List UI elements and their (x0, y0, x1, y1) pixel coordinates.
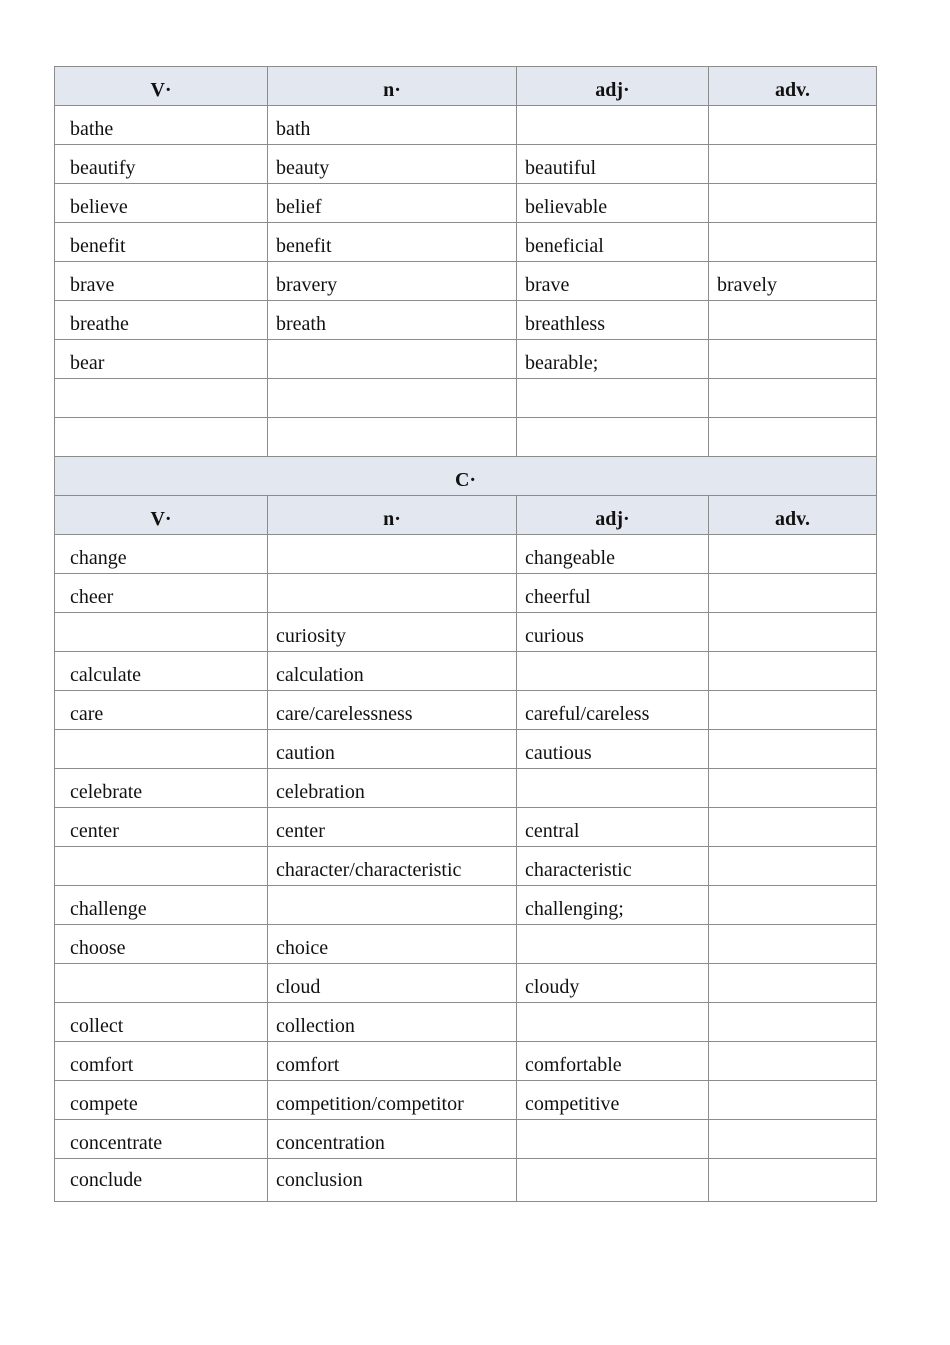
cell-adjective (517, 418, 709, 457)
cell-noun: bath (268, 106, 517, 145)
table-row (55, 925, 877, 964)
table-row (55, 535, 877, 574)
cell-verb: choose (55, 925, 268, 964)
table-row (55, 418, 877, 457)
cell-adjective (517, 652, 709, 691)
cell-adverb (709, 1042, 877, 1081)
cell-adverb (709, 652, 877, 691)
cell-adverb (709, 223, 877, 262)
cell-adverb (709, 613, 877, 652)
cell-adjective (517, 1003, 709, 1042)
cell-verb (55, 613, 268, 652)
cell-adverb (709, 184, 877, 223)
table-row (55, 964, 877, 1003)
table-row (55, 730, 877, 769)
table-row (55, 106, 877, 145)
cell-noun: concentration (268, 1120, 517, 1159)
cell-verb: brave (55, 262, 268, 301)
cell-adverb (709, 886, 877, 925)
cell-noun: conclusion (268, 1159, 517, 1202)
cell-noun: comfort (268, 1042, 517, 1081)
cell-verb: collect (55, 1003, 268, 1042)
table-row (55, 340, 877, 379)
table-row (55, 847, 877, 886)
cell-adjective: cloudy (517, 964, 709, 1003)
word-forms-table-body (55, 67, 877, 1202)
cell-adjective: central (517, 808, 709, 847)
cell-noun: character/characteristic (268, 847, 517, 886)
header-adverb: adv. (709, 496, 877, 535)
header-noun: n· (268, 67, 517, 106)
cell-verb: breathe (55, 301, 268, 340)
cell-adverb (709, 379, 877, 418)
cell-adverb (709, 1120, 877, 1159)
table-row (55, 613, 877, 652)
header-verb: V· (55, 496, 268, 535)
cell-adverb (709, 301, 877, 340)
cell-verb: center (55, 808, 268, 847)
table-row (55, 691, 877, 730)
cell-verb: conclude (55, 1159, 268, 1202)
cell-noun: collection (268, 1003, 517, 1042)
cell-adjective: cautious (517, 730, 709, 769)
cell-adverb (709, 730, 877, 769)
cell-adverb (709, 1081, 877, 1120)
cell-noun: celebration (268, 769, 517, 808)
header-verb: V· (55, 67, 268, 106)
cell-adverb (709, 964, 877, 1003)
cell-adverb (709, 1003, 877, 1042)
cell-adverb (709, 535, 877, 574)
cell-adverb (709, 106, 877, 145)
cell-adjective (517, 379, 709, 418)
cell-noun (268, 574, 517, 613)
cell-adverb (709, 691, 877, 730)
cell-noun (268, 340, 517, 379)
cell-verb (55, 730, 268, 769)
section-title-row (55, 457, 877, 496)
table-row (55, 1120, 877, 1159)
table-row (55, 808, 877, 847)
cell-adjective (517, 1120, 709, 1159)
cell-noun: benefit (268, 223, 517, 262)
cell-noun (268, 535, 517, 574)
table-row (55, 145, 877, 184)
cell-adverb (709, 769, 877, 808)
cell-adjective: characteristic (517, 847, 709, 886)
cell-adjective: competitive (517, 1081, 709, 1120)
word-forms-table (54, 66, 877, 1202)
cell-noun: calculation (268, 652, 517, 691)
cell-noun: beauty (268, 145, 517, 184)
cell-adverb (709, 145, 877, 184)
header-adjective: adj· (517, 496, 709, 535)
cell-adjective: breathless (517, 301, 709, 340)
header-adverb: adv. (709, 67, 877, 106)
cell-adverb (709, 418, 877, 457)
cell-noun (268, 886, 517, 925)
cell-noun: center (268, 808, 517, 847)
table-row (55, 1081, 877, 1120)
table-row (55, 1003, 877, 1042)
header-noun: n· (268, 496, 517, 535)
cell-adjective: curious (517, 613, 709, 652)
cell-noun: bravery (268, 262, 517, 301)
cell-verb: change (55, 535, 268, 574)
cell-adjective: beautiful (517, 145, 709, 184)
cell-verb (55, 847, 268, 886)
cell-verb: bathe (55, 106, 268, 145)
table-row (55, 184, 877, 223)
cell-verb (55, 418, 268, 457)
cell-adverb (709, 1159, 877, 1202)
cell-noun: care/carelessness (268, 691, 517, 730)
cell-adjective: cheerful (517, 574, 709, 613)
cell-verb: celebrate (55, 769, 268, 808)
cell-adverb (709, 925, 877, 964)
table-row (55, 262, 877, 301)
cell-adjective (517, 769, 709, 808)
cell-noun (268, 379, 517, 418)
cell-adjective: careful/careless (517, 691, 709, 730)
cell-noun: choice (268, 925, 517, 964)
cell-noun: breath (268, 301, 517, 340)
cell-adjective (517, 925, 709, 964)
cell-verb (55, 379, 268, 418)
cell-adverb (709, 847, 877, 886)
cell-verb: compete (55, 1081, 268, 1120)
table-row (55, 574, 877, 613)
cell-adverb (709, 574, 877, 613)
table-row (55, 886, 877, 925)
cell-adjective (517, 106, 709, 145)
header-adjective: adj· (517, 67, 709, 106)
cell-adverb (709, 808, 877, 847)
cell-adjective: challenging; (517, 886, 709, 925)
cell-adverb (709, 340, 877, 379)
cell-adjective: bearable; (517, 340, 709, 379)
cell-verb: concentrate (55, 1120, 268, 1159)
cell-verb: beautify (55, 145, 268, 184)
section-title-c: C· (55, 457, 877, 496)
cell-noun (268, 418, 517, 457)
cell-noun: belief (268, 184, 517, 223)
cell-adjective: believable (517, 184, 709, 223)
cell-adjective: changeable (517, 535, 709, 574)
table-row (55, 223, 877, 262)
header-row (55, 496, 877, 535)
cell-verb: benefit (55, 223, 268, 262)
table-row (55, 652, 877, 691)
cell-verb: calculate (55, 652, 268, 691)
table-row (55, 379, 877, 418)
cell-verb: challenge (55, 886, 268, 925)
cell-verb: cheer (55, 574, 268, 613)
cell-noun: caution (268, 730, 517, 769)
cell-adjective: comfortable (517, 1042, 709, 1081)
cell-noun: competition/competitor (268, 1081, 517, 1120)
cell-verb: bear (55, 340, 268, 379)
table-row (55, 301, 877, 340)
cell-noun: cloud (268, 964, 517, 1003)
cell-adverb: bravely (709, 262, 877, 301)
cell-verb: care (55, 691, 268, 730)
cell-verb: believe (55, 184, 268, 223)
table-row (55, 769, 877, 808)
header-row (55, 67, 877, 106)
cell-noun: curiosity (268, 613, 517, 652)
cell-verb (55, 964, 268, 1003)
cell-adjective: brave (517, 262, 709, 301)
cell-verb: comfort (55, 1042, 268, 1081)
cell-adjective: beneficial (517, 223, 709, 262)
cell-adjective (517, 1159, 709, 1202)
table-row (55, 1159, 877, 1202)
table-row (55, 1042, 877, 1081)
